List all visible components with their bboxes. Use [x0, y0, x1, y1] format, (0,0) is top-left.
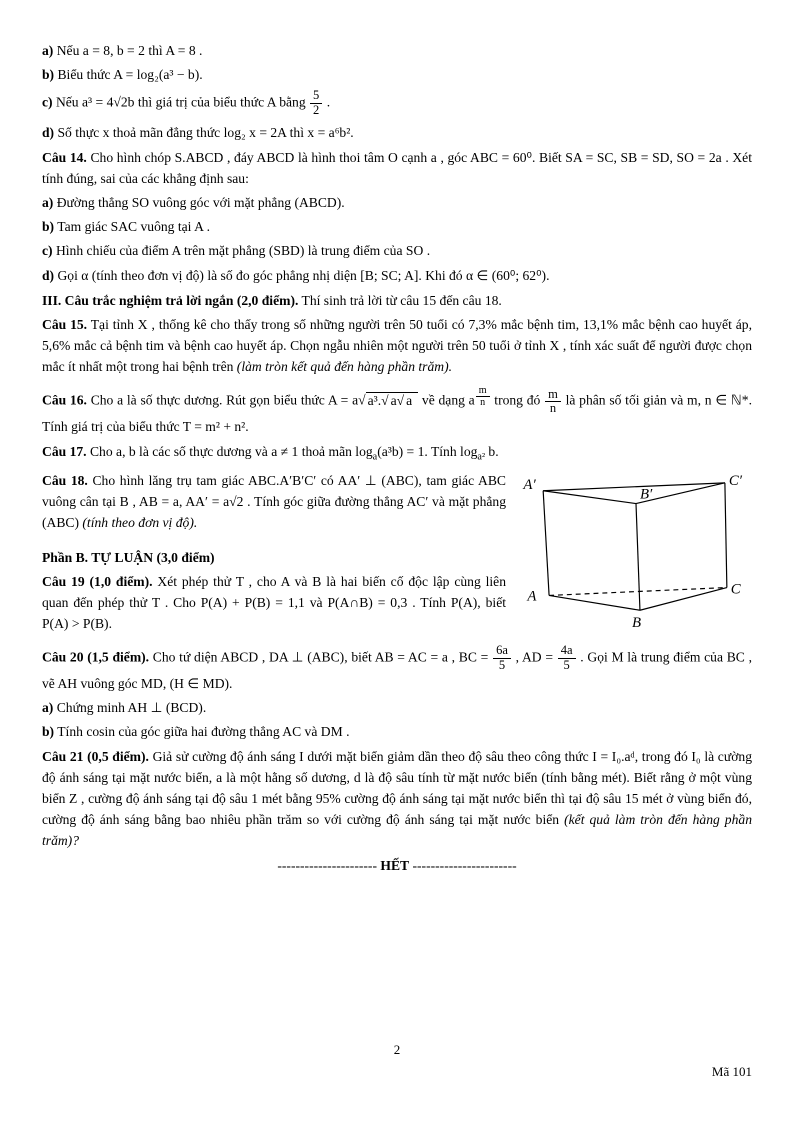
fraction-denominator: 2: [310, 103, 322, 118]
part-b-heading: Phần B. TỰ LUẬN (3,0 điểm): [42, 549, 215, 565]
question-21-note: (kết quả làm tròn đến hàng phần trăm)?: [42, 811, 752, 849]
log-subscript-a: a: [372, 451, 378, 463]
vertex-label-c-prime: C′: [728, 472, 742, 489]
fraction-6a-5: [492, 644, 512, 673]
stmt-13c: [42, 89, 752, 118]
question-16: [42, 385, 752, 437]
question-15: [42, 314, 752, 377]
end-dashes-right: -----------------------: [412, 858, 517, 874]
stmt-20a-text: Chứng minh AH ⊥ (BCD).: [53, 699, 207, 715]
radical-level-2: a: [390, 392, 397, 408]
vertex-label-a: A: [527, 588, 537, 605]
fraction-5a: 5: [493, 658, 511, 673]
question-20-text-2: , AD =: [511, 649, 557, 665]
question-20-text-3: . Gọi M là trung điểm của BC , vẽ AH vuông góc MD, (H ∈ MD).: [42, 649, 752, 691]
stmt-14c-label: c): [42, 242, 53, 258]
stmt-13c-text: Nếu a³ = 4√2b thì giá trị của biểu thức A bằng: [52, 94, 310, 110]
stmt-13a-label: a): [42, 43, 54, 58]
stmt-14a: [42, 192, 752, 213]
stmt-13b-text: Biểu thức A = log₂(a³ − b).: [54, 67, 203, 83]
exponent-numerator: m: [478, 385, 487, 397]
stmt-14b-label: b): [42, 218, 55, 234]
question-20-text-1: Cho tứ diện ABCD , DA ⊥ (ABC), biết AB = AC = a , BC =: [149, 649, 493, 665]
stmt-20b-label: b): [42, 723, 55, 739]
vertex-label-c: C: [730, 581, 741, 598]
vertex-label-a-prime: A′: [523, 476, 536, 493]
stmt-13a-text: Nếu a = 8, b = 2 thì A = 8 .: [53, 43, 203, 58]
question-17-text-2: (a³b) = 1. Tính log: [377, 444, 478, 460]
stmt-14b-text: Tam giác SAC vuông tại A .: [54, 218, 210, 234]
end-dashes-left: ----------------------: [277, 858, 377, 874]
fraction-5b: 5: [558, 658, 576, 673]
end-label: HẾT: [380, 858, 410, 874]
question-18-label: Câu 18.: [42, 472, 88, 488]
section-3-heading: [42, 290, 752, 311]
end-marker: [42, 855, 752, 876]
section-3-label: III. Câu trắc nghiệm trả lời ngắn (2,0 điểm).: [42, 293, 299, 309]
fraction-4a: 4a: [560, 643, 573, 658]
fraction-n: n: [545, 401, 561, 416]
log-subscript-a2: a²: [477, 451, 485, 463]
question-15-label: Câu 15.: [42, 317, 88, 333]
stmt-14b: [42, 216, 752, 237]
question-16-text-3: trong đó: [490, 392, 545, 408]
question-17-label: Câu 17.: [42, 444, 87, 460]
stmt-14d-text: Gọi α (tính theo đơn vị độ) là số đo góc phẳng nhị diện [B; SC; A]. Khi đó α ∈ (60⁰; 62⁰).: [54, 268, 550, 284]
question-21: [42, 746, 752, 851]
question-14: [42, 147, 752, 189]
radical-level-1: a³.: [367, 392, 382, 408]
question-16-text-1: Cho a là số thực dương. Rút gọn biểu thức A = a: [86, 392, 359, 408]
stmt-13d-label: d): [42, 124, 55, 140]
triangular-prism-diagram: [520, 471, 752, 631]
stmt-13d: [42, 122, 752, 143]
question-16-label: Câu 16.: [42, 392, 87, 408]
exponent-denominator: n: [476, 396, 490, 408]
question-16-text-4: là phân số tối giản và m, n ∈ ℕ*. Tính giá trị của biểu thức T = m² + n².: [42, 392, 752, 435]
stmt-20a-label: a): [42, 699, 54, 715]
fraction-4a-5: [557, 644, 577, 673]
radical-level-3: a: [406, 392, 413, 408]
question-17-text-3: b.: [485, 444, 499, 460]
stmt-14c: [42, 240, 752, 261]
stmt-14a-label: a): [42, 194, 54, 210]
page-number: 2: [393, 1041, 401, 1057]
question-14-label: Câu 14.: [42, 149, 87, 165]
question-14-text: Cho hình chóp S.ABCD , đáy ABCD là hình thoi tâm O cạnh a , góc ABC = 60⁰. Biết SA = SC, SB = SD, SO = 2a . Xét tính đúng, sai của các khẳng định sau:: [42, 149, 752, 186]
stmt-20b-text: Tính cosin của góc giữa hai đường thẳng AC và DM .: [54, 723, 350, 739]
stmt-14d: [42, 265, 752, 286]
question-15-note: (làm tròn kết quả đến hàng phần trăm).: [236, 359, 453, 375]
stmt-13b-label: b): [42, 67, 55, 83]
stmt-13d-text: Số thực x thoả mãn đẳng thức log₂ x = 2A thì x = a⁶b².: [54, 124, 354, 140]
question-19-label: Câu 19 (1,0 điểm).: [42, 573, 153, 589]
stmt-20b: [42, 721, 752, 742]
stmt-14c-text: Hình chiếu của điểm A trên mặt phẳng (SBD) là trung điểm của SO .: [52, 242, 431, 258]
question-20-label: Câu 20 (1,5 điểm).: [42, 649, 150, 665]
section-3-text: Thí sinh trả lời từ câu 15 đến câu 18.: [298, 293, 502, 309]
stmt-14d-label: d): [42, 268, 55, 284]
stmt-13c-post: .: [323, 94, 331, 110]
stmt-20a: [42, 697, 752, 718]
question-19-text: Xét phép thử T , cho A và B là hai biến cố độc lập cùng liên quan đến phép thử T . Cho P(A) + P(B) = 1,1 và P(A∩B) = 0,3 . Tính P(A), biết P(A) > P(B).: [42, 573, 506, 631]
question-17: [42, 441, 752, 466]
stmt-13c-label: c): [42, 94, 53, 110]
fraction-6a: 6a: [496, 643, 508, 658]
question-17-text-1: Cho a, b là các số thực dương và a ≠ 1 thoả mãn log: [86, 444, 373, 460]
fraction-m: m: [548, 386, 558, 401]
stmt-14a-text: Đường thẳng SO vuông góc với mặt phẳng (ABCD).: [53, 194, 345, 210]
fraction-5-2: [309, 89, 323, 118]
question-21-text: Giả sử cường độ ánh sáng I dưới mặt biển giảm dần theo độ sâu theo công thức I = I₀.aᵈ, trong đó I₀ là cường độ ánh sáng tại mặt nước biển, a là một hằng số dương, d là độ sâu tính từ mặt nước biển (tính bằng mét). Biết rằng ở một vùng biển Z , cường độ ánh sáng tại độ sâu 1 mét bằng 95% cường độ ánh sáng tại mặt nước biển thì tại độ sâu 15 mét ở vùng biển đó, cường độ ánh sáng bằng bao nhiêu phần trăm so với cường độ ánh sáng tại mặt nước biển: [42, 748, 752, 827]
question-21-label: Câu 21 (0,5 điểm).: [42, 748, 149, 764]
vertex-label-b-prime: B′: [639, 486, 653, 503]
question-18-text: Cho hình lăng trụ tam giác ABC.A′B′C′ có AA′ ⊥ (ABC), tam giác ABC vuông cân tại B , AB = a, AA′ = a√2 . Tính góc giữa đường thẳng AC′ và mặt phẳng (ABC): [42, 472, 506, 530]
stmt-13a: [42, 40, 752, 61]
fraction-numerator: 5: [313, 88, 320, 103]
exponent-m-over-n: [475, 385, 491, 409]
exam-code: Mã 101: [711, 1063, 752, 1079]
vertex-label-b: B: [632, 614, 642, 631]
question-16-text-2: về dạng a: [418, 392, 475, 408]
prism-figure: [520, 471, 752, 631]
question-18-note: (tính theo đơn vị độ).: [82, 514, 198, 530]
question-15-text: Tại tỉnh X , thống kê cho thấy trong số những người trên 50 tuổi có 7,3% mắc bệnh tim, 13,1% mắc bệnh cao huyết áp, 5,6% mắc cả bệnh tim và bệnh cao huyết áp. Chọn ngẫu nhiên một người trên 50 tuổi ở tỉnh X , tính xác suất để người được chọn mắc ít nhất một trong hai bệnh trên: [42, 317, 752, 375]
nested-radical: √ a³.√ a√ a: [358, 392, 418, 408]
stmt-13b: [42, 64, 752, 85]
fraction-m-n: [544, 388, 562, 417]
question-20: [42, 644, 752, 694]
